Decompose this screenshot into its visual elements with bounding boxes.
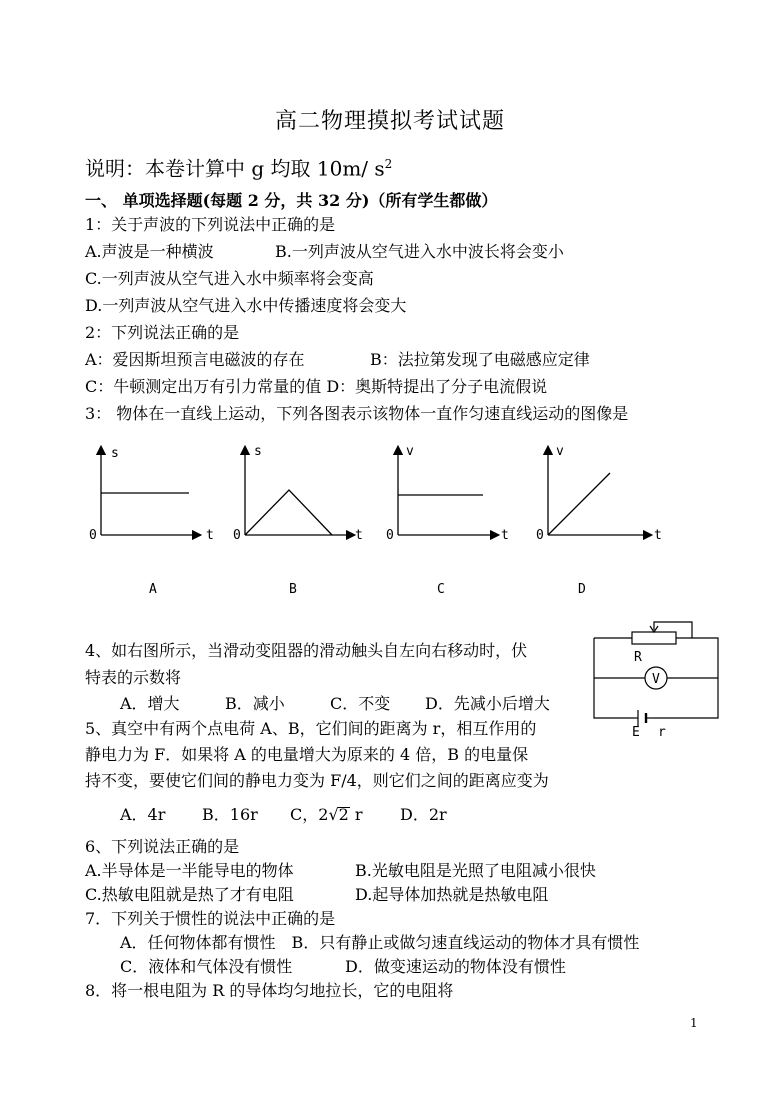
- q2-option-b: B：法拉第发现了电磁感应定律: [370, 350, 590, 369]
- q5-stem-line3: 持不变，要使它们间的静电力变为 F/4，则它们之间的距离应变为: [85, 771, 549, 790]
- q4-option-c: C．不变: [330, 694, 391, 713]
- q6-option-d: D.起导体加热就是热敏电阻: [355, 885, 549, 904]
- origin-label: 0: [386, 528, 394, 543]
- origin-label: 0: [89, 528, 97, 543]
- q6-options-ab: [85, 860, 596, 882]
- origin-label: 0: [233, 528, 241, 543]
- q1-option-d: D.一列声波从空气进入水中传播速度将会变大: [85, 296, 407, 315]
- page-number: 1: [690, 1016, 698, 1030]
- x-axis-label: t: [654, 528, 662, 543]
- q4-option-b: B．减小: [225, 694, 285, 713]
- q5-option-c-prefix: C，2: [290, 805, 329, 824]
- q5-option-d: D．2r: [400, 805, 447, 824]
- option-label: B: [289, 582, 297, 597]
- q7-options-ab: A．任何物体都有惯性 B．只有静止或做匀速直线运动的物体才具有惯性: [120, 933, 640, 952]
- internal-resistance-label: r: [658, 725, 666, 740]
- section-heading: 一、 单项选择题(每题 2 分，共 32 分)（所有学生都做）: [85, 191, 498, 210]
- q5-option-a: A．4r: [120, 805, 166, 824]
- voltmeter-label: V: [652, 672, 660, 687]
- emf-label: E: [632, 725, 640, 740]
- q6-option-c: C.热敏电阻就是热了才有电阻: [85, 885, 294, 904]
- q2-options-cd: C：牛顿测定出万有引力常量的值 D：奥斯特提出了分子电流假说: [85, 377, 548, 396]
- origin-label: 0: [536, 528, 544, 543]
- q5-option-c-radicand: 2: [338, 805, 349, 824]
- y-axis-label: v: [556, 444, 564, 459]
- q5-option-c-suffix: r: [354, 805, 363, 824]
- q4-stem-line2: 特表的示数将: [85, 668, 182, 687]
- q5-stem-line2: 静电力为 F．如果将 A 的电量增大为原来的 4 倍，B 的电量保: [85, 745, 529, 764]
- graph-c: [380, 440, 520, 600]
- graph-b: [225, 440, 365, 600]
- curve: [245, 490, 332, 535]
- q5-option-c: [290, 804, 400, 826]
- q6-option-a: A.半导体是一半能导电的物体: [85, 861, 294, 880]
- x-axis-label: t: [206, 528, 214, 543]
- q5-options: [120, 804, 447, 826]
- x-axis-label: t: [501, 528, 509, 543]
- note-superscript: 2: [384, 157, 393, 171]
- y-axis-label: v: [406, 444, 414, 459]
- graph-d: [530, 440, 680, 600]
- q8-stem: 8．将一根电阻为 R 的导体均匀地拉长，它的电阻将: [85, 981, 454, 1000]
- x-axis-label: t: [355, 528, 363, 543]
- option-label: D: [578, 582, 586, 597]
- page-title: 高二物理摸拟考试试题: [274, 109, 505, 134]
- curve: [548, 473, 610, 535]
- q2-options-ab: [85, 349, 590, 371]
- q4-options: [120, 693, 550, 715]
- q5-stem-line1: 5、真空中有两个点电荷 A、B，它们间的距离为 r，相互作用的: [85, 719, 537, 738]
- q5-option-b: B．16r: [202, 805, 258, 824]
- q7-options-cd: [120, 956, 566, 978]
- q3-stem: 3： 物体在一直线上运动，下列各图表示该物体一直作匀速直线运动的图像是: [85, 404, 629, 423]
- q1-option-a: A.声波是一种横波: [85, 242, 214, 261]
- q4-option-d: D．先减小后增大: [425, 694, 550, 713]
- option-label: C: [437, 582, 445, 597]
- q1-option-c: C.一列声波从空气进入水中频率将会变高: [85, 269, 374, 288]
- q1-options-ab: [85, 241, 564, 263]
- circuit-diagram: [588, 618, 728, 743]
- q2-stem: 2：下列说法正确的是: [85, 323, 240, 342]
- y-axis-label: s: [254, 444, 262, 459]
- q7-option-c: C．液体和气体没有惯性: [120, 957, 293, 976]
- resistor-label: R: [634, 650, 642, 665]
- q7-option-d: D．做变速运动的物体没有惯性: [345, 957, 566, 976]
- graph-a: [85, 440, 225, 600]
- note-text: 说明：本卷计算中 g 均取 10m/ s: [85, 156, 385, 181]
- q1-stem: 1：关于声波的下列说法中正确的是: [85, 215, 336, 234]
- q4-stem-line1: 4、如右图所示，当滑动变阻器的滑动触头自左向右移动时，伏: [85, 641, 528, 660]
- q4-option-a: A．增大: [120, 694, 180, 713]
- q1-option-b: B.一列声波从空气进入水中波长将会变小: [275, 242, 564, 261]
- q6-options-cd: [85, 884, 548, 906]
- sqrt-sign: √: [328, 805, 339, 824]
- instructions-note: [85, 150, 392, 183]
- q7-stem: 7．下列关于惯性的说法中正确的是: [85, 909, 336, 928]
- q6-stem: 6、下列说法正确的是: [85, 837, 240, 856]
- y-axis-label: s: [111, 446, 119, 461]
- rheostat-symbol: [632, 632, 676, 644]
- option-label: A: [149, 582, 157, 597]
- q6-option-b: B.光敏电阻是光照了电阻减小很快: [355, 861, 596, 880]
- q2-option-a: A：爱因斯坦预言电磁波的存在: [85, 350, 305, 369]
